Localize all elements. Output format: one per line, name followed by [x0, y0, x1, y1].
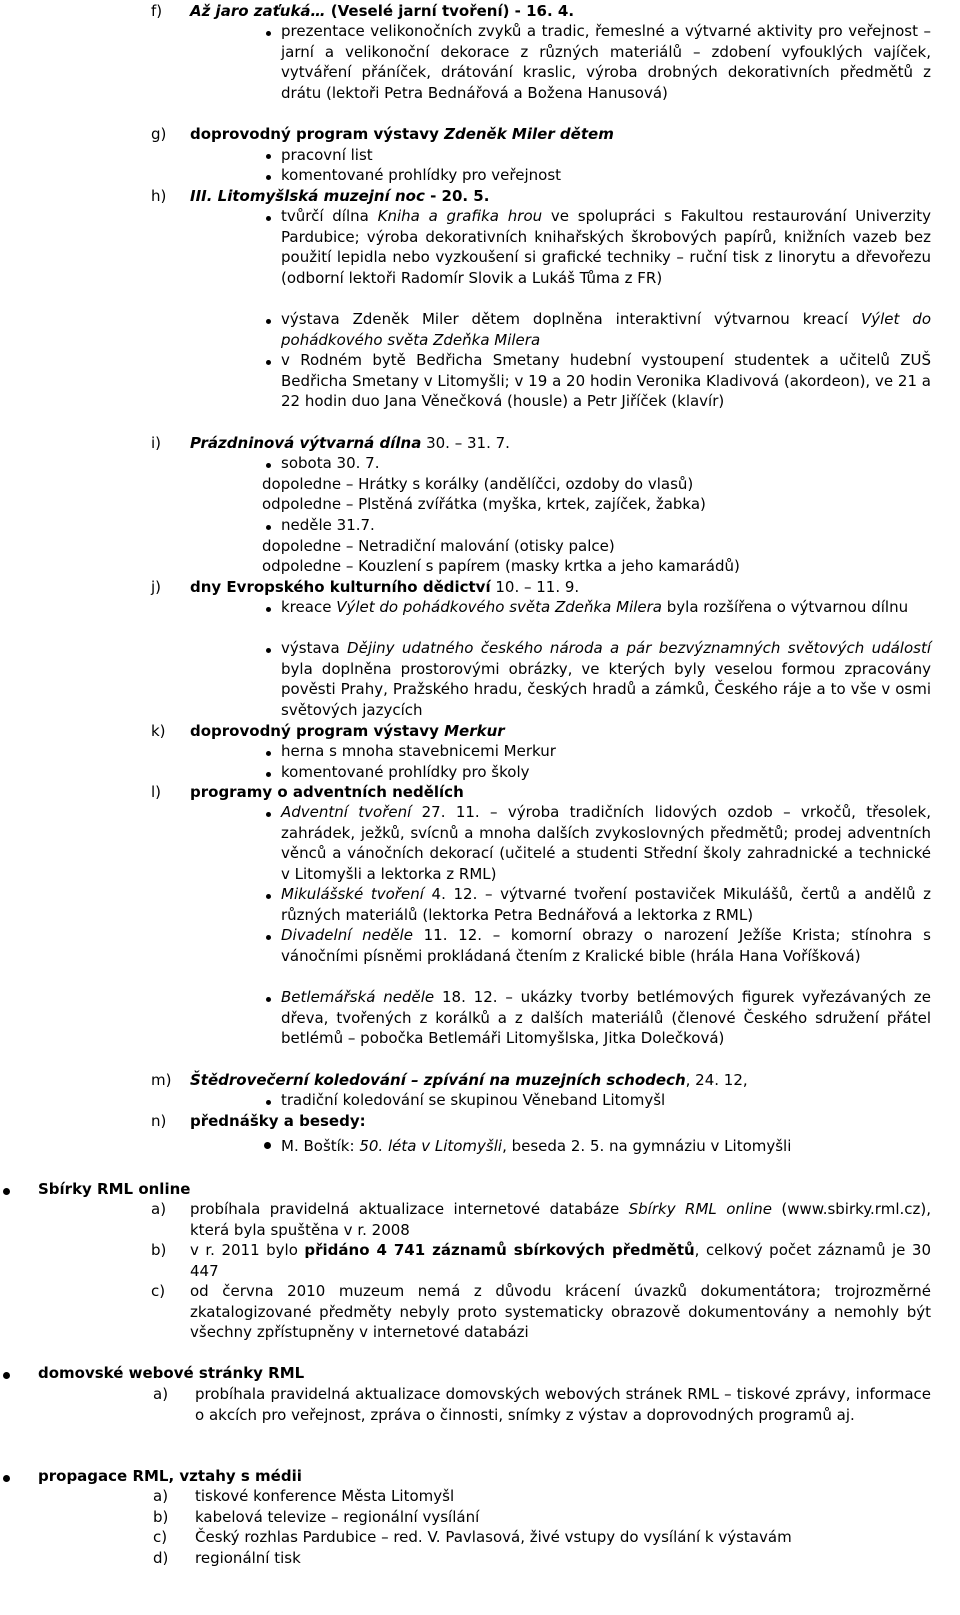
heading-sbirky: Sbírky RML online: [38, 1180, 191, 1198]
bullet-icon: [266, 154, 271, 159]
sbirky-item-a: probíhala pravidelná aktualizace internetové databáze Sbírky RML online (www.sbirky.rml.cz), která byla spuštěna v r. 2008: [190, 1200, 931, 1239]
section-m-title: Štědrovečerní koledování – zpívání na muzejních schodech, 24. 12,: [190, 1071, 748, 1089]
section-h-title: III. Litomyšlská muzejní noc - 20. 5.: [190, 187, 490, 205]
section-l-bullet-1: Adventní tvoření 27. 11. – výroba tradičních lidových ozdob – vrkočů, třesolek, zahrádek, ježků, svícnů a mnoha dalších zvykoslovných předmětů; prodej adventních věnců a vánočních dekorací (učitelé a studenti Střední školy zahradnické a technické v Litomyšli a lektorka z RML): [281, 803, 931, 883]
propagace-item: Český rozhlas Pardubice – red. V. Pavlasová, živé vstupy do vysílání k výstavám: [195, 1528, 792, 1546]
item-label-f: f): [151, 2, 163, 20]
web-item-a: probíhala pravidelná aktualizace domovských webových stránek RML – tiskové zprávy, informace o akcích pro veřejnost, zpráva o činnosti, snímky z výstav a doprovodných programů aj.: [195, 1385, 931, 1424]
bullet-icon: [266, 175, 271, 180]
section-h-bullet-3: v Rodném bytě Bedřicha Smetany hudební vystoupení studentek a učitelů ZUŠ Bedřicha Smetany v Litomyšli; v 19 a 20 hodin Veronika Kladivová (akordeon), ve 21 a 22 hodin duo Jana Věnečková (housle) a Petr Jiříček (klavír): [281, 351, 931, 410]
bullet-icon: [266, 894, 271, 899]
bullet-icon: [3, 1475, 10, 1482]
bullet-icon: [266, 812, 271, 817]
section-l-title: programy o adventních nedělích: [190, 783, 464, 801]
section-m-bullet-1: tradiční koledování se skupinou Věneband Litomyšl: [281, 1091, 666, 1109]
item-label: b): [151, 1241, 167, 1259]
section-i-bullet-1: sobota 30. 7.: [281, 454, 380, 472]
bullet-icon: [266, 31, 271, 36]
section-l-bullet-2: Mikulášské tvoření 4. 12. – výtvarné tvoření postaviček Mikulášů, čertů a andělů z různých materiálů (lektorka Petra Bednářová a lektorka z RML): [281, 885, 932, 924]
heading-propagace: propagace RML, vztahy s médii: [38, 1467, 302, 1485]
bullet-icon: [266, 751, 271, 756]
section-g-bullet-1: pracovní list: [281, 146, 373, 164]
section-i-line: odpoledne – Kouzlení s papírem (masky krtka a jeho kamarádů): [262, 557, 740, 575]
section-k-bullet-1: herna s mnoha stavebnicemi Merkur: [281, 742, 556, 760]
section-g-bullet-2: komentované prohlídky pro veřejnost: [281, 166, 562, 184]
bullet-icon: [266, 525, 271, 530]
item-label-i: i): [151, 434, 162, 452]
item-label-l: l): [151, 783, 162, 801]
bullet-icon: [3, 1372, 10, 1379]
section-h-bullet-2: výstava Zdeněk Miler dětem doplněna interaktivní výtvarnou kreací Výlet do pohádkového světa Zdeňka Milera: [281, 310, 931, 349]
bullet-icon: [3, 1188, 10, 1195]
section-n-title: přednášky a besedy:: [190, 1112, 366, 1130]
section-i-line: odpoledne – Plstěná zvířátka (myška, krtek, zajíček, žabka): [262, 495, 706, 513]
section-j-bullet-1: kreace Výlet do pohádkového světa Zdeňka Milera byla rozšířena o výtvarnou dílnu: [281, 598, 909, 616]
bullet-icon: [264, 1142, 271, 1149]
section-i-line: dopoledne – Hrátky s korálky (andělíčci, ozdoby do vlasů): [262, 475, 694, 493]
bullet-icon: [266, 360, 271, 365]
item-label-n: n): [151, 1112, 167, 1130]
bullet-icon: [266, 607, 271, 612]
section-k-title: doprovodný program výstavy Merkur: [190, 722, 505, 740]
item-label-j: j): [151, 578, 162, 596]
section-k-bullet-2: komentované prohlídky pro školy: [281, 763, 530, 781]
item-label: c): [151, 1282, 166, 1300]
item-label: c): [153, 1528, 168, 1546]
bullet-icon: [266, 1100, 271, 1105]
item-label-h: h): [151, 187, 167, 205]
section-j-bullet-2: výstava Dějiny udatného českého národa a pár bezvýznamných světových událostí byla doplněna prostorovými obrázky, ve kterých byly veselou formou zpracovány pověsti Prahy, Pražského hradu, českých hradů a zámků, Českého ráje a to vše v osmi světových jazycích: [281, 639, 932, 719]
sbirky-item-c: od června 2010 muzeum nemá z důvodu krácení úvazků dokumentátora; trojrozměrné zkatalogizované předměty nebyly proto systematicky obrazově dokumentovány a nemohly být všechny zpřístupněny v internetové databázi: [190, 1282, 931, 1341]
item-label: b): [153, 1508, 169, 1526]
section-j-title: dny Evropského kulturního dědictví 10. – 11. 9.: [190, 578, 580, 596]
section-l-bullet-3: Divadelní neděle 11. 12. – komorní obrazy o narození Ježíše Krista; stínohra s vánočními písněmi prokládaná čtením z Kralické bible (hrála Hana Voříšková): [281, 926, 931, 965]
item-label-g: g): [151, 125, 167, 143]
item-label-m: m): [151, 1071, 172, 1089]
bullet-icon: [266, 216, 271, 221]
section-l-bullet-4: Betlemářská neděle 18. 12. – ukázky tvorby betlémových figurek vyřezávaných ze dřeva, tvořených z korálků a z dalších materiálů (členové Českého sdružení přátel betlémů – pobočka Betlemáři Litomyšlska, Jitka Dolečková): [281, 988, 931, 1047]
section-g-title: doprovodný program výstavy Zdeněk Miler dětem: [190, 125, 614, 143]
sbirky-item-b: v r. 2011 bylo přidáno 4 741 záznamů sbírkových předmětů, celkový počet záznamů je 30 447: [190, 1241, 931, 1280]
section-h-bullet-1: tvůrčí dílna Kniha a grafika hrou ve spolupráci s Fakultou restaurování Univerzity Pardubice; výroba dekorativních knihařských škrobových papírů, knižních vazeb bez použití lepidla nebo vyzkoušení si grafické techniky – ruční tisk z linorytu a dřevořezu (odborní lektoři Radomír Slovik a Lukáš Tůma z FR): [281, 207, 931, 287]
item-label: a): [153, 1487, 169, 1505]
section-n-bullet-1: M. Boštík: 50. léta v Litomyšli, beseda 2. 5. na gymnáziu v Litomyšli: [281, 1137, 792, 1155]
section-i-line: dopoledne – Netradiční malování (otisky palce): [262, 537, 615, 555]
item-label: a): [151, 1200, 167, 1218]
bullet-icon: [266, 463, 271, 468]
item-label-k: k): [151, 722, 166, 740]
bullet-icon: [266, 319, 271, 324]
bullet-icon: [266, 935, 271, 940]
section-i-title: Prázdninová výtvarná dílna 30. – 31. 7.: [190, 434, 510, 452]
propagace-item: tiskové konference Města Litomyšl: [195, 1487, 455, 1505]
propagace-item: regionální tisk: [195, 1549, 301, 1567]
heading-web: domovské webové stránky RML: [38, 1364, 305, 1382]
section-i-bullet-2: neděle 31.7.: [281, 516, 375, 534]
item-label: d): [153, 1549, 169, 1567]
bullet-icon: [266, 997, 271, 1002]
bullet-icon: [266, 772, 271, 777]
item-label: a): [153, 1385, 169, 1403]
propagace-item: kabelová televize – regionální vysílání: [195, 1508, 480, 1526]
section-f-bullet-1: prezentace velikonočních zvyků a tradic, řemeslné a výtvarné aktivity pro veřejnost – jarní a velikonoční dekorace z různých materiálů – zdobení vyfouklých vajíček, vytváření přáníček, drátování kraslic, výroba drobných dekorativních předmětů z drátu (lektoři Petra Bednářová a Božena Hanusová): [281, 22, 931, 102]
section-f-title: Až jaro zaťuká… (Veselé jarní tvoření) - 16. 4.: [190, 2, 575, 20]
bullet-icon: [266, 648, 271, 653]
